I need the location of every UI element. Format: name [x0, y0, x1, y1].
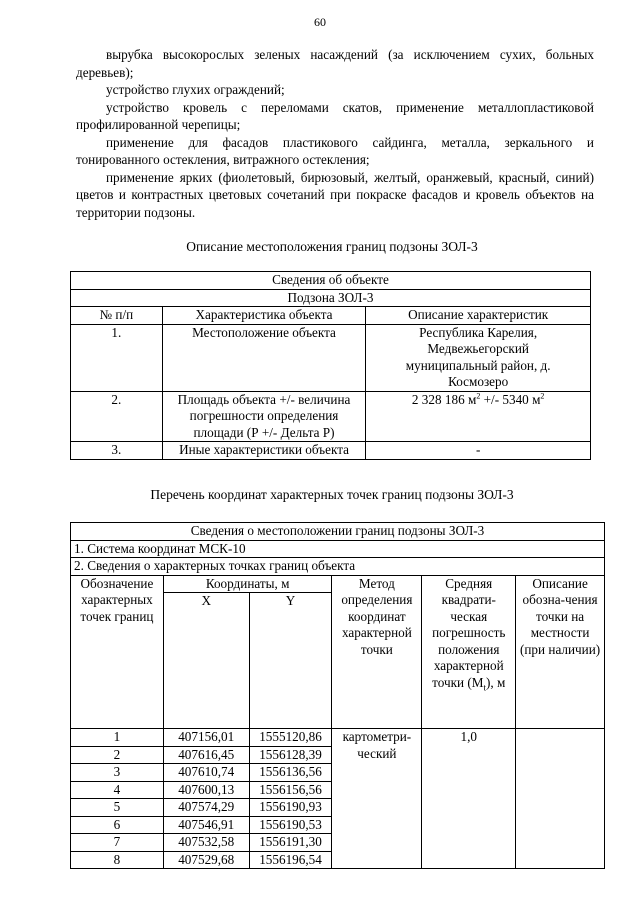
point-y: 1555120,86 — [249, 729, 332, 747]
point-number: 3 — [71, 764, 164, 782]
row-number: 2. — [71, 391, 163, 442]
column-header-y: Y — [249, 593, 332, 729]
point-y: 1556136,56 — [249, 764, 332, 782]
area-error-unit-exponent: 2 — [540, 391, 545, 401]
table-subtitle: Подзона ЗОЛ-3 — [71, 289, 591, 307]
point-x: 407529,68 — [163, 851, 249, 869]
characteristic-name: Иные характеристики объекта — [162, 442, 366, 460]
point-y: 1556190,93 — [249, 799, 332, 817]
point-y: 1556156,56 — [249, 781, 332, 799]
intro-text — [76, 46, 594, 221]
coordinate-system: 1. Система координат МСК-10 — [71, 540, 605, 558]
column-header: Описание характеристик — [366, 307, 591, 325]
intro-paragraph: применение ярких (фиолетовый, бирюзовый, желтый, оранжевый, красный, синий) цветов и контрастных цветовых сочетаний при покраске фасадов и кровель объектов на территории подзоны. — [76, 169, 594, 220]
column-header: Координаты, м — [163, 575, 332, 593]
column-header: Обозначение характерных точек границ — [71, 575, 164, 729]
characteristic-name: Площадь объекта +/- величина погрешности определения площади (Р +/- Дельта Р) — [162, 391, 366, 442]
characteristic-description: Республика Карелия, Медвежьегорский муниципальный район, д. Космозеро — [366, 324, 591, 391]
column-header: № п/п — [71, 307, 163, 325]
table-title: Сведения о местоположении границ подзоны ЗОЛ-3 — [71, 523, 605, 541]
intro-paragraph: вырубка высокорослых зеленых насаждений (за исключением сухих, больных деревьев); — [76, 47, 594, 80]
error-header-unit: ), м — [486, 674, 506, 690]
point-number: 2 — [71, 746, 164, 764]
intro-paragraph: устройство глухих ограждений; — [106, 82, 285, 97]
error-header-subscript: t — [483, 682, 487, 693]
point-number: 6 — [71, 816, 164, 834]
table-title: Сведения об объекте — [71, 272, 591, 290]
error-header-text: Средняя квадрати-ческая погрешность положения характерной точки (M — [432, 575, 506, 690]
error-value: 1,0 — [422, 729, 516, 869]
table-row — [71, 442, 591, 460]
point-number: 4 — [71, 781, 164, 799]
table-row — [71, 324, 591, 391]
characteristic-description: - — [366, 442, 591, 460]
point-y: 1556196,54 — [249, 851, 332, 869]
point-x: 407156,01 — [163, 729, 249, 747]
point-x: 407616,45 — [163, 746, 249, 764]
point-x: 407546,91 — [163, 816, 249, 834]
point-x: 407610,74 — [163, 764, 249, 782]
point-x: 407574,29 — [163, 799, 249, 817]
point-y: 1556190,53 — [249, 816, 332, 834]
point-number: 1 — [71, 729, 164, 747]
table-row — [71, 391, 591, 442]
row-number: 3. — [71, 442, 163, 460]
heading-coordinates-list: Перечень координат характерных точек границ подзоны ЗОЛ-3 — [150, 487, 514, 502]
characteristic-name: Местоположение объекта — [162, 324, 366, 391]
point-description — [516, 729, 605, 869]
area-value: 2 328 186 м — [411, 391, 477, 407]
intro-paragraph: применение для фасадов пластикового сайдинга, металла, зеркального и тонированного остекления, витражного остекления; — [76, 134, 594, 167]
points-section-title: 2. Сведения о характерных точках границ объекта — [71, 558, 605, 576]
column-header — [422, 575, 516, 729]
object-info-table — [70, 271, 591, 460]
point-y: 1556191,30 — [249, 834, 332, 852]
heading-boundary-description: Описание местоположения границ подзоны ЗОЛ-3 — [186, 239, 478, 254]
point-number: 7 — [71, 834, 164, 852]
area-error-value: +/- 5340 м — [480, 391, 541, 407]
area-unit-exponent: 2 — [476, 391, 481, 401]
coordinates-table — [70, 522, 605, 869]
column-header: Описание обозна-чения точки на местности (при наличии) — [516, 575, 605, 729]
column-header: Характеристика объекта — [162, 307, 366, 325]
row-number: 1. — [71, 324, 163, 391]
point-x: 407600,13 — [163, 781, 249, 799]
characteristic-description — [366, 391, 591, 442]
method-value: картометри-ческий — [332, 729, 422, 869]
column-header: Метод определения координат характерной точки — [332, 575, 422, 729]
point-y: 1556128,39 — [249, 746, 332, 764]
point-x: 407532,58 — [163, 834, 249, 852]
page-number: 60 — [314, 15, 326, 29]
column-header-x: X — [163, 593, 249, 729]
point-number: 5 — [71, 799, 164, 817]
point-number: 8 — [71, 851, 164, 869]
table-row — [71, 729, 605, 747]
intro-paragraph: устройство кровель с переломами скатов, применение металлопластиковой профилированной черепицы; — [76, 99, 594, 132]
